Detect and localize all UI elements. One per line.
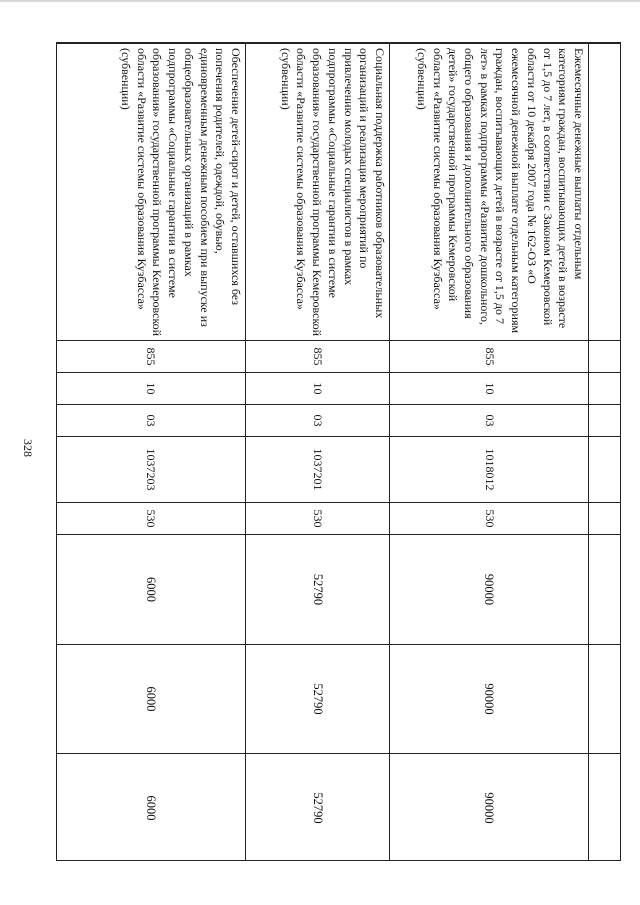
row-subsection-code: 03 <box>390 405 589 437</box>
budget-table <box>56 43 621 861</box>
row-expense-type: 530 <box>56 503 246 535</box>
row-subsection-code: 03 <box>246 405 390 437</box>
row-amount-1: 90000 <box>390 535 589 645</box>
row-ministry-code: 855 <box>56 341 246 373</box>
row-amount-2: 90000 <box>390 645 589 754</box>
header-empty-cell <box>589 405 622 437</box>
row-amount-3: 52790 <box>246 754 390 862</box>
row-expense-type: 530 <box>246 503 390 535</box>
row-target-article: 1037203 <box>56 437 246 503</box>
row-target-article: 1037201 <box>246 437 390 503</box>
row-description: Обеспечение детей-сирот и детей, оставшихся без попечения родителей, одеждой, обувью, единовременным денежным пособием при выпуске из общеобразовательных организаций в рамках подпрограммы «Социальные гарантии в системе образования» государственной программы Кемеровской области «Развитие системы образования Кузбасса» (субвенции) <box>56 44 246 341</box>
row-description: Социальная поддержка работников образовательных организаций и реализация мероприятий по привлечению молодых специалистов в рамках подпрограммы «Социальные гарантии в системе образования» государственной программы Кемеровской области «Развитие системы образования Кузбасса» (субвенции) <box>246 44 390 341</box>
budget-table-sheet <box>56 42 621 861</box>
row-expense-type: 530 <box>390 503 589 535</box>
header-empty-cell <box>589 535 622 645</box>
page-top-line <box>0 0 640 2</box>
row-section-code: 10 <box>390 373 589 405</box>
header-empty-cell <box>589 341 622 373</box>
header-empty-cell <box>589 44 622 341</box>
row-section-code: 10 <box>246 373 390 405</box>
header-empty-cell <box>589 373 622 405</box>
header-empty-cell <box>589 754 622 862</box>
row-amount-3: 90000 <box>390 754 589 862</box>
row-description: Ежемесячные денежные выплаты отдельным категориям граждан, воспитывающих детей в возрасте от 1,5 до 7 лет, в соответствии с Законом Кемеровской области от 10 декабря 2007 года № 162-ОЗ «О ежемесячной денежной выплате отдельным категориям граждан, воспитывающих детей в возрасте от 1,5 до 7 лет» в рамках подпрограммы «Развитие дошкольного, общего образования и дополнительного образования детей» государственной программы Кемеровской области «Развитие системы образования Кузбасса» (субвенции) <box>390 44 589 341</box>
row-amount-3: 6000 <box>56 754 246 862</box>
table-row <box>390 44 589 862</box>
table-row <box>56 44 246 862</box>
row-amount-1: 52790 <box>246 535 390 645</box>
row-section-code: 10 <box>56 373 246 405</box>
table-row <box>246 44 390 862</box>
header-empty-cell <box>589 503 622 535</box>
row-ministry-code: 855 <box>246 341 390 373</box>
table-row-header-empty <box>589 44 622 862</box>
page-number: 328 <box>21 439 35 457</box>
row-amount-1: 6000 <box>56 535 246 645</box>
row-subsection-code: 03 <box>56 405 246 437</box>
header-empty-cell <box>589 645 622 754</box>
header-empty-cell <box>589 437 622 503</box>
row-ministry-code: 855 <box>390 341 589 373</box>
row-amount-2: 6000 <box>56 645 246 754</box>
row-amount-2: 52790 <box>246 645 390 754</box>
row-target-article: 1018012 <box>390 437 589 503</box>
